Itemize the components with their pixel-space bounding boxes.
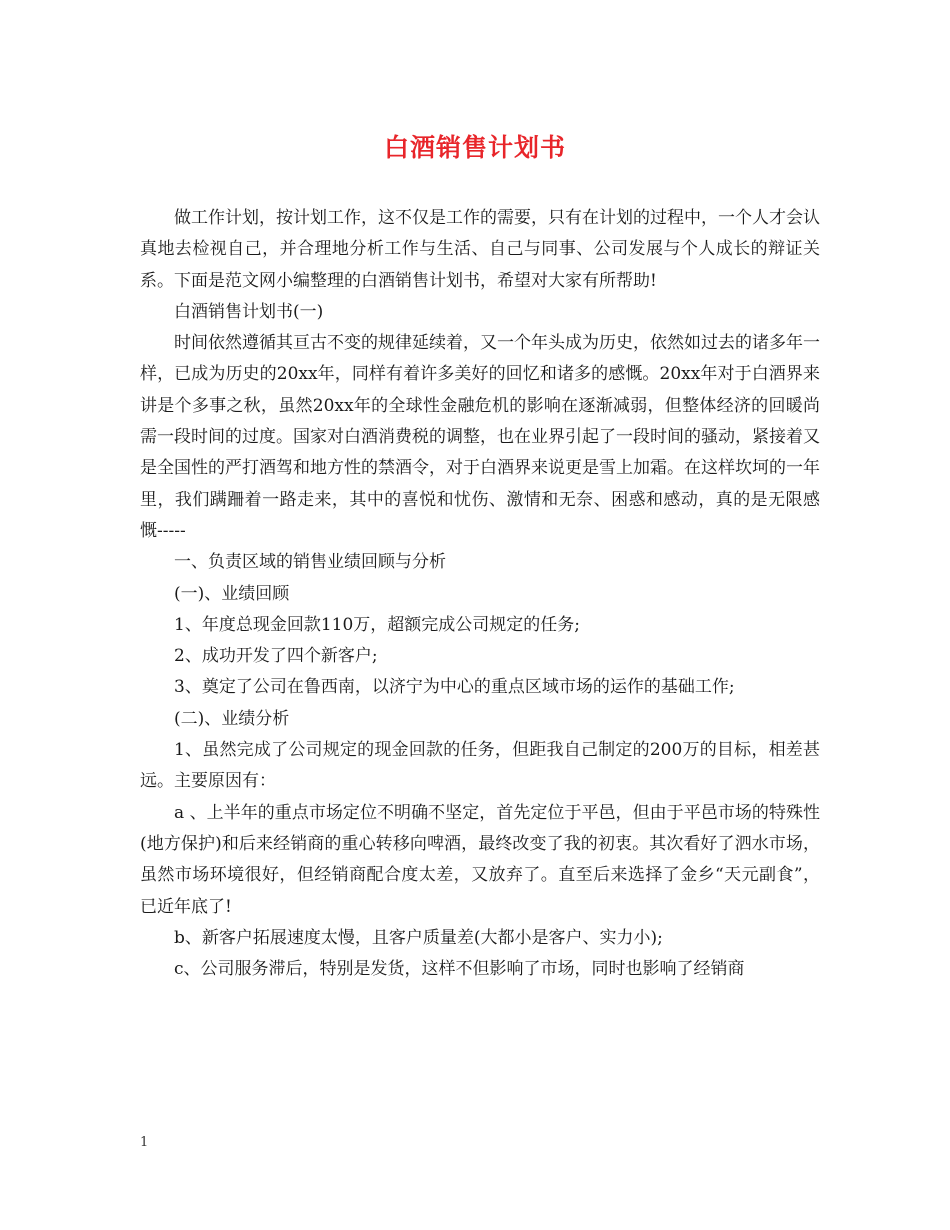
list-item-cash-return: 1、年度总现金回款110万，超额完成公司规定的任务; (174, 614, 580, 635)
list-item-foundation-work: 3、奠定了公司在鲁西南，以济宁为中心的重点区域市场的运作的基础工作; (174, 677, 735, 698)
page-number: 1 (140, 1135, 149, 1150)
list-item-reason-a: a 、上半年的重点市场定位不明确不坚定，首先定位于平邑，但由于平邑市场的特殊性(地方保护)和后来经销商的重心转移向啤酒，最终改变了我的初衷。其次看好了泗水市场，虽然市场环境很好，但经销商配合度太差，又放弃了。直至后来选择了金乡“天元副食”，已近年底了! (140, 802, 820, 917)
section-heading-plan-1: 白酒销售计划书(一) (174, 301, 324, 322)
paragraph-year-review: 时间依然遵循其亘古不变的规律延续着，又一个年头成为历史，依然如过去的诸多年一样，已成为历史的20xx年，同样有着许多美好的回忆和诸多的感慨。20xx年对于白酒界来讲是个多事之秋，虽然20xx年的全球性金融危机的影响在逐渐减弱，但整体经济的回暖尚需一段时间的过度。国家对白酒消费税的调整，也在业界引起了一段时间的骚动，紧接着又是全国性的严打酒驾和地方性的禁酒令，对于白酒界来说更是雪上加霜。在这样坎坷的一年里，我们蹒跚着一路走来，其中的喜悦和忧伤、激情和无奈、困惑和感动，真的是无限感慨----- (140, 333, 820, 541)
document-title: 白酒销售计划书 (383, 133, 566, 162)
list-item-reason-c: c、公司服务滞后，特别是发货，这样不但影响了市场，同时也影响了经销商 (174, 959, 745, 980)
document-body (140, 203, 820, 985)
list-item-reason-b: b、新客户拓展速度太慢，且客户质量差(大都小是客户、实力小); (174, 927, 663, 948)
subsection-heading-performance-analysis: (二)、业绩分析 (174, 708, 290, 729)
subsection-heading-performance-review: (一)、业绩回顾 (174, 583, 290, 604)
list-item-target-gap: 1、虽然完成了公司规定的现金回款的任务，但距我自己制定的200万的目标，相差甚远。主要原因有： (140, 740, 820, 792)
paragraph-intro: 做工作计划，按计划工作，这不仅是工作的需要，只有在计划的过程中，一个人才会认真地去检视自己，并合理地分析工作与生活、自己与同事、公司发展与个人成长的辩证关系。下面是范文网小编整理的白酒销售计划书，希望对大家有所帮助! (140, 208, 820, 291)
list-item-new-clients: 2、成功开发了四个新客户; (174, 646, 378, 667)
section-heading-sales-review: 一、负责区域的销售业绩回顾与分析 (174, 552, 446, 573)
